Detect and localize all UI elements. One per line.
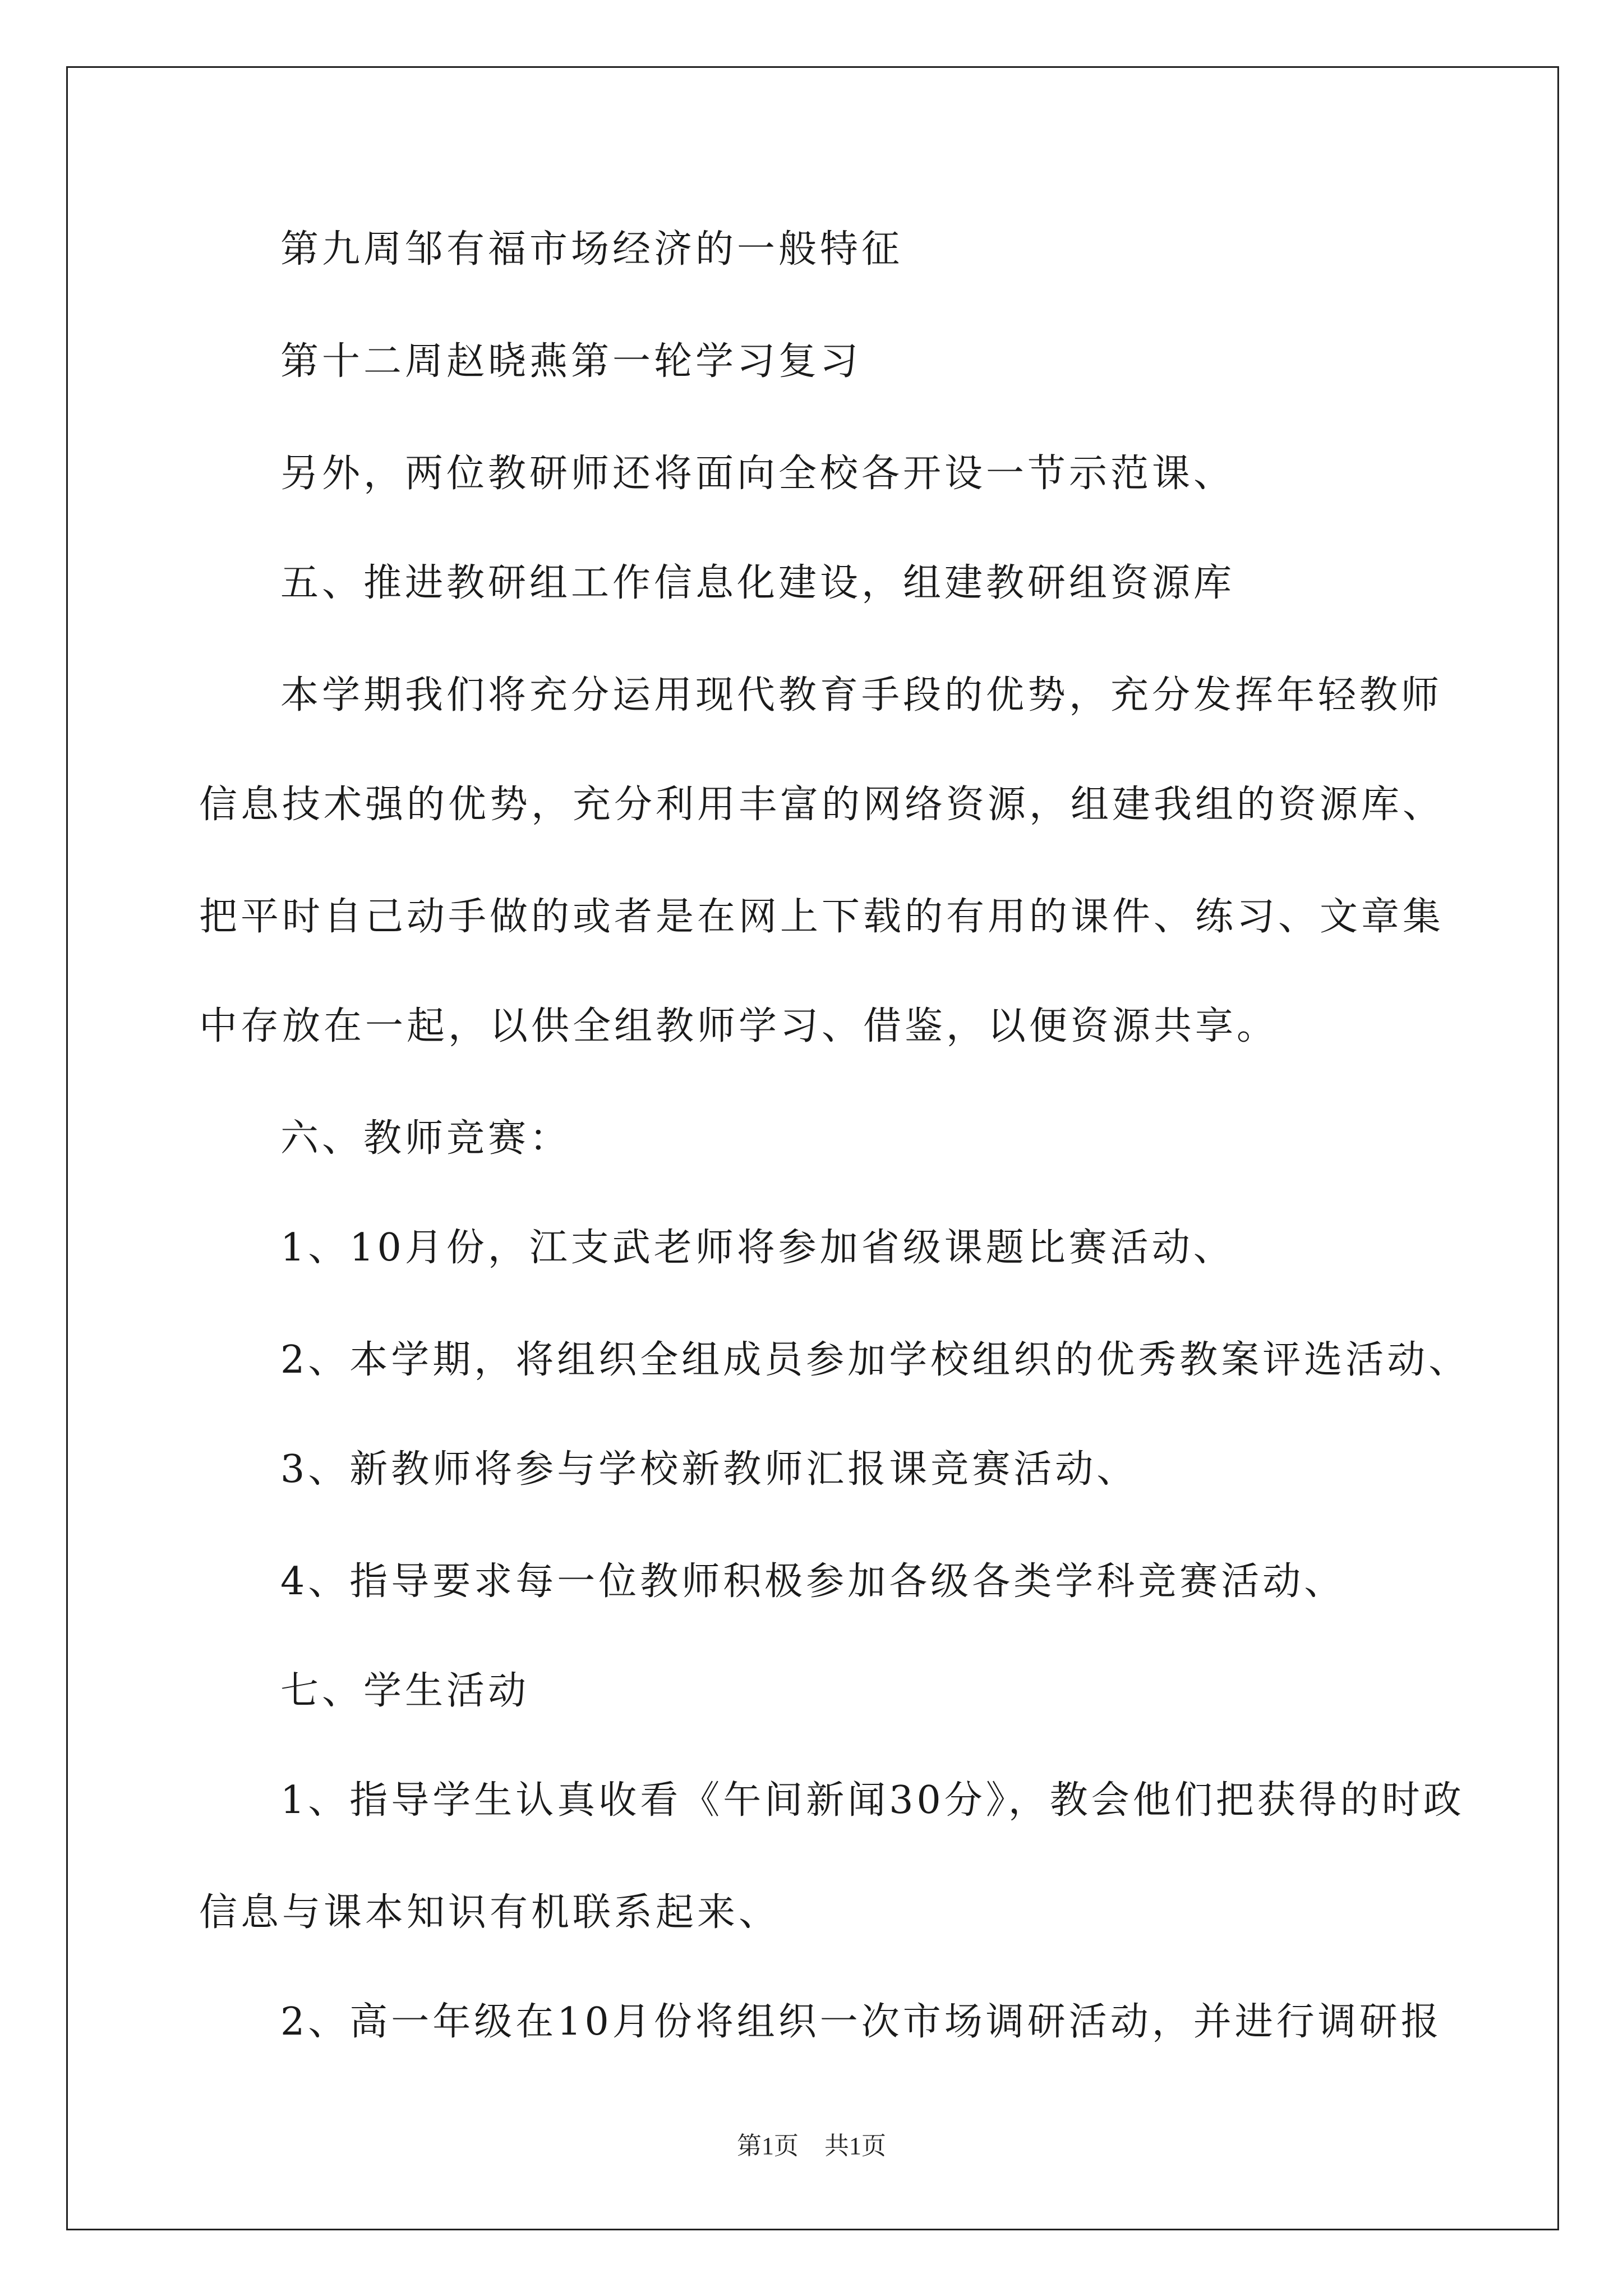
section-heading: 五、推进教研组工作信息化建设，组建教研组资源库 (280, 561, 1235, 605)
section-heading: 七、学生活动 (280, 1669, 530, 1713)
list-item: 3、新教师将参与学校新教师汇报课竞赛活动、 (280, 1447, 1138, 1492)
list-item: 1、指导学生认真收看《午间新闻30分》，教会他们把获得的时政 (280, 1778, 1465, 1823)
page-total: 共1页 (824, 2132, 886, 2160)
list-item: 4、指导要求每一位教师积极参加各级各类学科竞赛活动、 (280, 1559, 1346, 1604)
paragraph-line: 本学期我们将充分运用现代教育手段的优势，充分发挥年轻教师 (280, 673, 1443, 717)
page-number: 第1页 (737, 2132, 799, 2160)
paragraph-line: 信息与课本知识有机联系起来、 (199, 1890, 781, 1935)
paragraph-line: 另外，两位教研师还将面向全校各开设一节示范课、 (280, 452, 1235, 496)
section-heading: 六、教师竞赛： (280, 1116, 571, 1161)
paragraph-line: 信息技术强的优势，充分利用丰富的网络资源，组建我组的资源库、 (199, 783, 1445, 827)
paragraph-line: 第九周邹有福市场经济的一般特征 (280, 227, 903, 272)
paragraph-line: 第十二周赵晓燕第一轮学习复习 (280, 339, 862, 384)
paragraph-line: 把平时自己动手做的或者是在网上下载的有用的课件、练习、文章集 (199, 895, 1445, 939)
list-item: 2、本学期，将组织全组成员参加学校组织的优秀教案评选活动、 (280, 1338, 1470, 1382)
page-footer (0, 2131, 1623, 2162)
list-item: 1、10月份，江支武老师将参加省级课题比赛活动、 (280, 1226, 1235, 1270)
paragraph-line: 中存放在一起，以供全组教师学习、借鉴，以便资源共享。 (199, 1004, 1279, 1048)
list-item: 2、高一年级在10月份将组织一次市场调研活动，并进行调研报 (280, 2000, 1442, 2044)
